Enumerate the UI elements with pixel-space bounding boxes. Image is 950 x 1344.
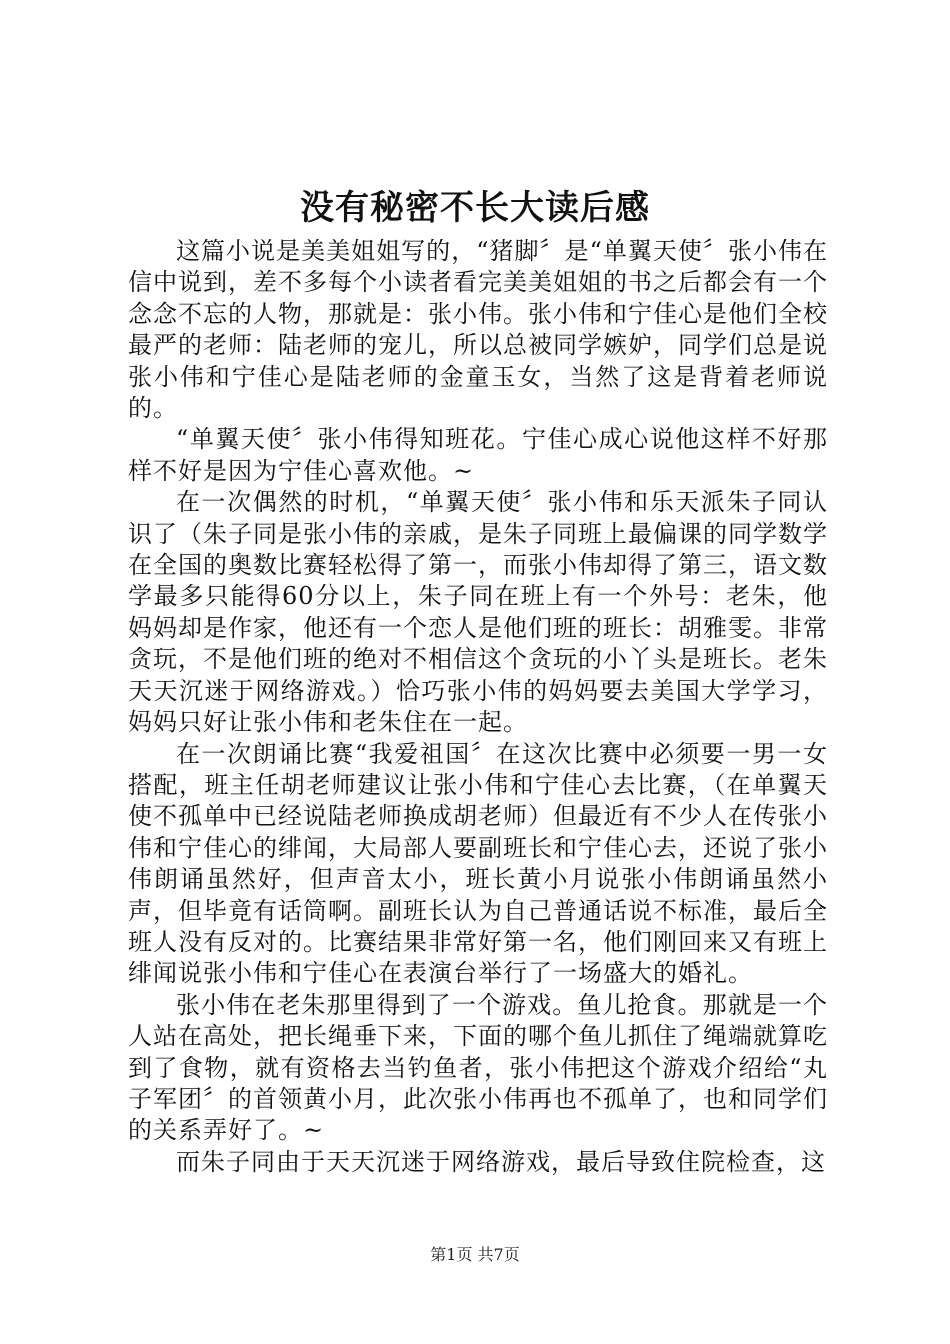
paragraph-4: 在一次朗诵比赛“我爱祖国〞在这次比赛中必须要一男一女搭配，班主任胡老师建议让张小伟和宁佳心去比赛，（在单翼天使不孤单中已经说陆老师换成胡老师）但最近有不少人在传张小伟和宁佳心的绯闻，大局部人要副班长和宁佳心去，还说了张小伟朗诵虽然好，但声音太小，班长黄小月说张小伟朗诵虽然小声，但毕竟有话筒啊。副班长认为自己普通话说不标准，最后全班人没有反对的。比赛结果非常好第一名，他们刚回来又有班上绯闻说张小伟和宁佳心在表演台举行了一场盛大的婚礼。	[128, 739, 828, 988]
paragraph-1: 这篇小说是美美姐姐写的，“猪脚〞是“单翼天使〞张小伟在信中说到，差不多每个小读者看完美美姐姐的书之后都会有一个念念不忘的人物，那就是：张小伟。张小伟和宁佳心是他们全校最严的老师：陆老师的宠儿，所以总被同学嫉妒，同学们总是说张小伟和宁佳心是陆老师的金童玉女，当然了这是背着老师说的。	[128, 237, 828, 423]
paragraph-5: 张小伟在老朱那里得到了一个游戏。鱼儿抢食。那就是一个人站在高处，把长绳垂下来，下面的哪个鱼儿抓住了绳端就算吃到了食物，就有资格去当钓鱼者，张小伟把这个游戏介绍给“丸子军团〞的首领黄小月，此次张小伟再也不孤单了，也和同学们的关系弄好了。~	[128, 990, 828, 1145]
paragraph-6: 而朱子同由于天天沉迷于网络游戏，最后导致住院检查，这	[176, 1147, 826, 1176]
document-body	[128, 236, 828, 1178]
paragraph-3: 在一次偶然的时机，“单翼天使〞张小伟和乐天派朱子同认识了（朱子同是张小伟的亲戚，是朱子同班上最偏课的同学数学在全国的奥数比赛轻松得了第一，而张小伟却得了第三，语文数学最多只能得60分以上，朱子同在班上有一个外号：老朱，他妈妈却是作家，他还有一个恋人是他们班的班长：胡雅雯。非常贪玩，不是他们班的绝对不相信这个贪玩的小丫头是班长。老朱天天沉迷于网络游戏。）恰巧张小伟的妈妈要去美国大学学习，妈妈只好让张小伟和老朱住在一起。	[128, 488, 828, 737]
page-footer: 第1页 共7页	[430, 1245, 520, 1264]
paragraph-2: “单翼天使〞张小伟得知班花。宁佳心成心说他这样不好那样不好是因为宁佳心喜欢他。~	[128, 425, 828, 485]
page-title: 没有秘密不长大读后感	[300, 188, 650, 228]
